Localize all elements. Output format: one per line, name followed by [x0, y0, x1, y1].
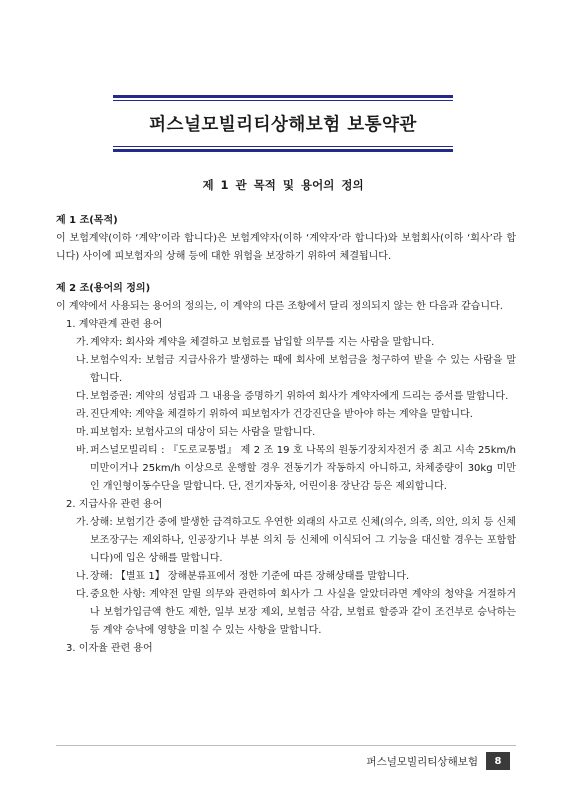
list-marker: 나. — [76, 571, 89, 582]
article-title: 제 1 조(목적) — [56, 215, 118, 226]
list-marker: 다. — [76, 589, 89, 600]
article-intro: 이 계약에서 사용되는 용어의 정의는, 이 계약의 다른 조항에서 달리 정의되지 않는 한 다음과 같습니다. — [56, 301, 503, 312]
list-text: 보험증권: 계약의 성립과 그 내용을 증명하기 위하여 회사가 계약자에게 드리는 증서를 말합니다. — [90, 391, 509, 402]
list-item — [56, 424, 516, 442]
list-marker: 라. — [76, 409, 89, 420]
list-item — [56, 586, 516, 640]
list-marker: 가. — [76, 337, 89, 348]
list-text: 상해: 보험기간 중에 발생한 급격하고도 우연한 외래의 사고로 신체(의수, 의족, 의안, 의치 등 신체보조장구는 제외하나, 인공장기나 부분 의치 등 신체에 이식되어 그 기능을 대신할 경우는 포함합니다)에 입은 상해를 말합니다. — [90, 517, 516, 564]
title-rule — [113, 146, 453, 147]
document-title: 퍼스널모빌리티상해보험 보통약관 — [149, 115, 417, 135]
list-item — [56, 352, 516, 388]
section-label: 3. 이자율 관련 용어 — [66, 643, 153, 654]
title-block — [113, 95, 453, 152]
list-text: 보험수익자: 보험금 지급사유가 발생하는 때에 회사에 보험금을 청구하여 받을 수 있는 사람을 말합니다. — [90, 355, 516, 384]
list-marker: 다. — [76, 391, 89, 402]
title-rule — [113, 149, 453, 152]
list-text: 진단계약: 계약을 체결하기 위하여 피보험자가 건강진단을 받아야 하는 계약을 말합니다. — [90, 409, 473, 420]
list-text: 계약자: 회사와 계약을 체결하고 보험료를 납입할 의무를 지는 사람을 말합니다. — [90, 337, 435, 348]
footer-title: 퍼스널모빌리티상해보험 — [366, 755, 478, 768]
page-footer — [366, 752, 510, 770]
list-marker: 마. — [76, 427, 89, 438]
list-text: 퍼스널모빌리티 : 『도로교통법』 제 2 조 19 호 나목의 원동기장치자전거 중 최고 시속 25km/h 미만이거나 25km/h 이상으로 운행할 경우 전동기가 작동하지 아니하고, 차체중량이 30kg 미만인 개인형이동수단을 말합니다. 단, 전기자동차, 어린이용 장난감 등은 제외합니다. — [90, 445, 516, 492]
list-text: 피보험자: 보험사고의 대상이 되는 사람을 말합니다. — [90, 427, 316, 438]
page-number: 8 — [486, 752, 510, 770]
article-text: 이 보험계약(이하 ‘계약’이라 합니다)은 보험계약자(이하 ‘계약자’라 합니다)와 보험회사(이하 ‘회사’라 합니다) 사이에 피보험자의 상해 등에 대한 위험을 보장하기 위하여 체결됩니다. — [56, 233, 516, 262]
list-text: 중요한 사항: 계약전 알릴 의무와 관련하여 회사가 그 사실을 알았더라면 계약의 청약을 거절하거나 보험가입금액 한도 제한, 일부 보장 제외, 보험금 삭감, 보험료 할증과 같이 조건부로 승낙하는 등 계약 승낙에 영향을 미칠 수 있는 사항을 말합니다. — [90, 589, 516, 636]
document-body — [56, 212, 516, 658]
list-item — [56, 568, 516, 586]
chapter-heading: 제 1 관 목적 및 용어의 정의 — [202, 178, 364, 192]
list-marker: 바. — [76, 445, 89, 456]
list-marker: 나. — [76, 355, 89, 366]
title-rule — [113, 95, 453, 98]
list-marker: 가. — [76, 517, 89, 528]
footer-rule — [56, 745, 516, 746]
list-item — [56, 388, 516, 406]
list-item — [56, 514, 516, 568]
list-item — [56, 334, 516, 352]
article-title: 제 2 조(용어의 정의) — [56, 283, 151, 294]
list-item — [56, 442, 516, 496]
section-label: 2. 지급사유 관련 용어 — [66, 499, 163, 510]
list-text: 장해: 【별표 1】 장해분류표에서 정한 기준에 따른 장해상태를 말합니다. — [90, 571, 410, 582]
list-item — [56, 406, 516, 424]
section-label: 1. 계약관계 관련 용어 — [66, 319, 163, 330]
